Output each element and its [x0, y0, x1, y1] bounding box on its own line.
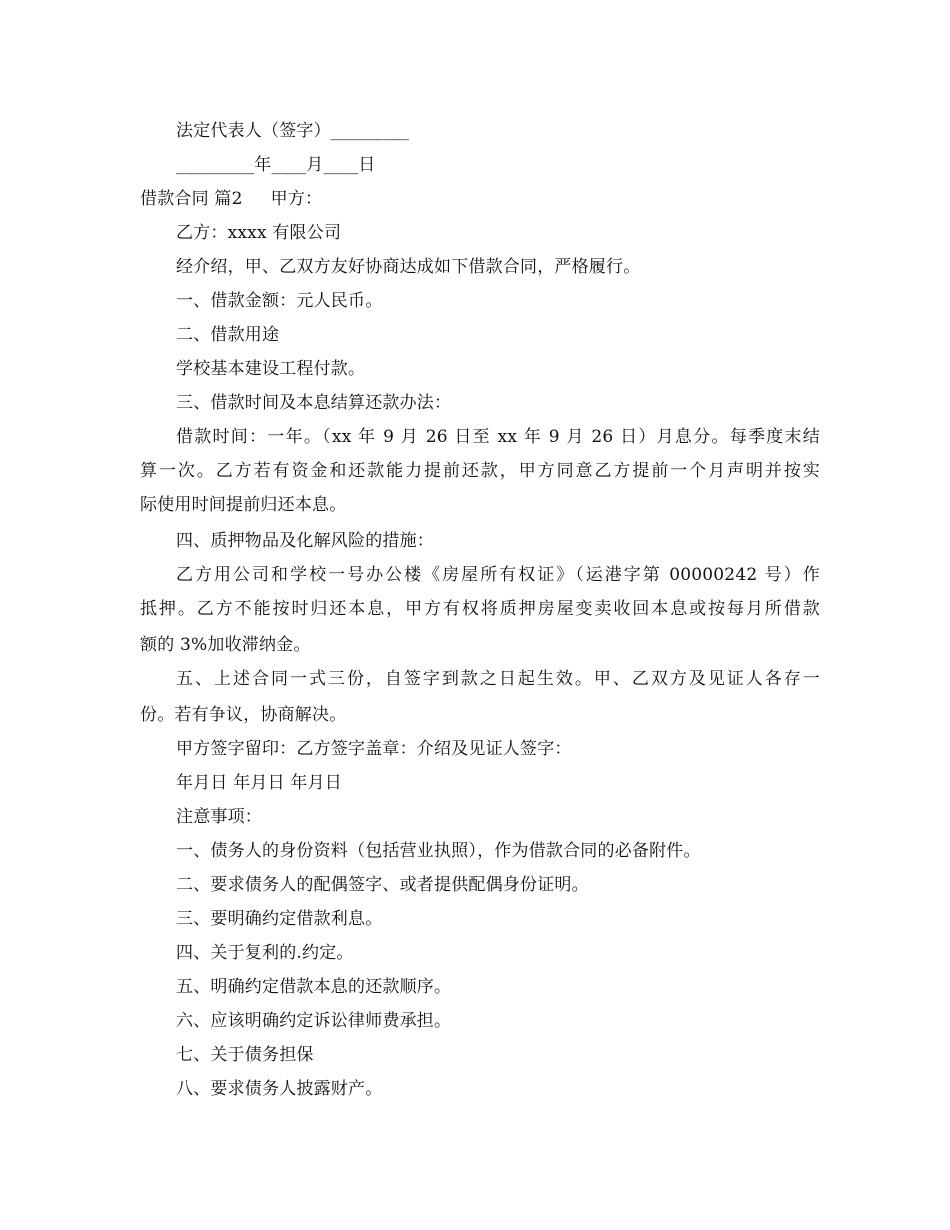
section-title: 借款合同 篇2	[140, 189, 243, 209]
note-item-6: 六、应该明确约定诉讼律师费承担。	[176, 1011, 452, 1031]
notes-heading: 注意事项：	[176, 807, 262, 827]
note-item-5: 五、明确约定借款本息的还款顺序。	[176, 977, 452, 997]
note-item-1: 一、债务人的身份资料（包括营业执照），作为借款合同的必备附件。	[176, 841, 701, 861]
note-item-7: 七、关于债务担保	[176, 1045, 314, 1065]
date-line: _________年____月____日	[176, 155, 376, 175]
clause-2-purpose: 二、借款用途	[176, 325, 280, 345]
clause-4-text-line-2: 抵押。乙方不能按时归还本息，甲方有权将质押房屋变卖收回本息或按每月所借款	[140, 599, 820, 619]
note-item-3: 三、要明确约定借款利息。	[176, 909, 383, 929]
party-a-label: 甲方：	[270, 189, 323, 209]
legal-rep-signature-line: 法定代表人（签字）_________	[176, 121, 410, 141]
note-item-4: 四、关于复利的.约定。	[176, 943, 354, 963]
clause-4-text-line-3: 额的 3%加收滞纳金。	[140, 635, 311, 655]
section-heading-line	[140, 188, 820, 210]
clause-4-heading: 四、质押物品及化解风险的措施：	[176, 531, 434, 551]
note-item-2: 二、要求债务人的配偶签字、或者提供配偶身份证明。	[176, 875, 589, 895]
intro-paragraph: 经介绍，甲、乙双方友好协商达成如下借款合同，严格履行。	[176, 257, 641, 277]
purpose-detail: 学校基本建设工程付款。	[176, 359, 366, 379]
clause-5-text-line-1: 五、上述合同一式三份，自签字到款之日起生效。甲、乙双方及见证人各存一	[176, 669, 820, 689]
signature-dates: 年月日 年月日 年月日	[176, 773, 343, 793]
signature-labels: 甲方签字留印：乙方签字盖章：介绍及见证人签字：	[176, 739, 572, 759]
clause-3-text-line-2: 算一次。乙方若有资金和还款能力提前还款，甲方同意乙方提前一个月声明并按实	[140, 461, 820, 481]
clause-3-heading: 三、借款时间及本息结算还款办法：	[176, 393, 452, 413]
party-b-line: 乙方：xxxx 有限公司	[176, 223, 342, 243]
clause-4-text-line-1: 乙方用公司和学校一号办公楼《房屋所有权证》（运港字第 00000242 号）作	[176, 565, 820, 585]
clause-3-text-line-1: 借款时间：一年。（xx 年 9 月 26 日至 xx 年 9 月 26 日）月息分。每季度末结	[176, 427, 820, 447]
clause-5-text-line-2: 份。若有争议，协商解决。	[140, 705, 347, 725]
note-item-8: 八、要求债务人披露财产。	[176, 1079, 383, 1099]
clause-1-amount: 一、借款金额：元人民币。	[176, 291, 383, 311]
clause-3-text-line-3: 际使用时间提前归还本息。	[140, 495, 347, 515]
